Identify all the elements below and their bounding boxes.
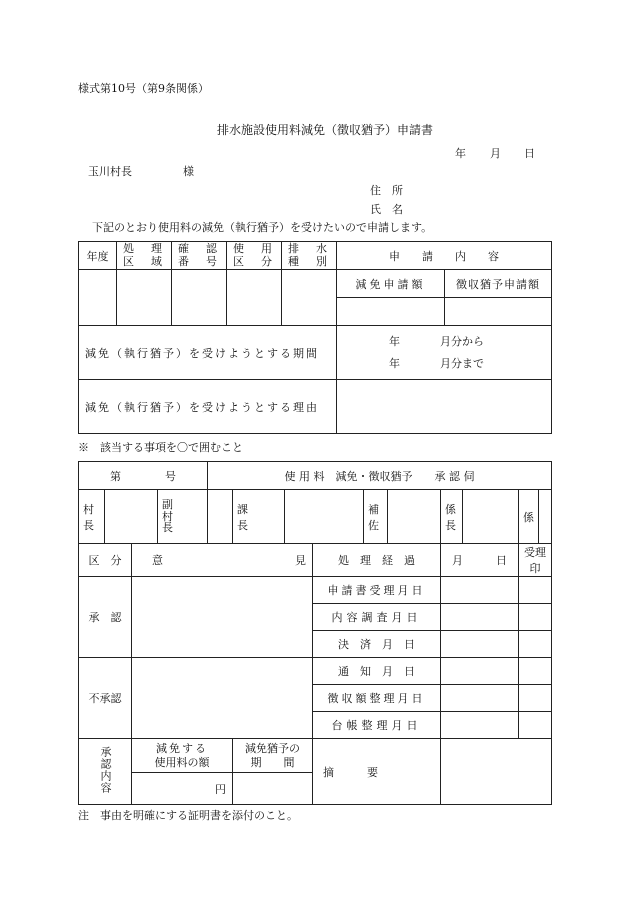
cell-drain[interactable]: [282, 270, 337, 326]
header-reduction-amount: 減免する 使用料の額: [132, 739, 233, 773]
opinion-rejected[interactable]: [132, 658, 313, 739]
step-collection: 徴収額整理月日: [313, 685, 441, 712]
step-receipt: 申請書受理月日: [313, 577, 441, 604]
applicant-name-label: 氏 名: [370, 203, 403, 216]
step-settlement: 決 済 月 日: [313, 631, 441, 658]
date-review[interactable]: [441, 604, 519, 631]
cell-use[interactable]: [227, 270, 282, 326]
header-category: 区 分: [79, 544, 132, 577]
header-confirm: 確 認 番 号: [172, 242, 227, 270]
stamp-box-clerk[interactable]: [539, 490, 552, 544]
date-receipt[interactable]: [441, 577, 519, 604]
form-title: 排水施設使用料減免（徴収猶予）申請書: [217, 123, 434, 137]
cell-reduction-amount[interactable]: [337, 298, 445, 326]
period-cell[interactable]: [337, 326, 552, 380]
stamp-box-deputy[interactable]: [208, 490, 233, 544]
header-process: 処 理 経 過: [313, 544, 441, 577]
category-approved: 承 認: [79, 577, 132, 658]
stamp-ledger[interactable]: [519, 712, 552, 739]
stamp-label-clerk: 係: [519, 490, 539, 544]
stamp-label-chief-clerk: 係 長: [441, 490, 463, 544]
addressee-name: 玉川村長: [88, 165, 132, 178]
period-label: 減免（執行猶予）を受けようとする期間: [79, 326, 337, 380]
cell-year[interactable]: [79, 270, 117, 326]
period-to-suffix: 月分まで: [440, 356, 484, 370]
applicant-address-label: 住 所: [370, 184, 403, 197]
date-notify[interactable]: [441, 658, 519, 685]
date-year: 年: [455, 147, 466, 160]
header-use: 使 用 区 分: [227, 242, 282, 270]
summary-cell[interactable]: [441, 739, 552, 805]
summary-label: 摘 要: [313, 739, 441, 805]
stamp-label-assistant: 補 佐: [364, 490, 388, 544]
opinion-approved[interactable]: [132, 577, 313, 658]
stamp-label-section-chief: 課 長: [233, 490, 285, 544]
date-settlement[interactable]: [441, 631, 519, 658]
note-attachment: 注 事由を明確にする証明書を添付のこと。: [78, 809, 298, 822]
intro-text: 下記のとおり使用料の減免（執行猶予）を受けたいので申請します。: [92, 221, 433, 234]
header-area: 処 理 区 域: [117, 242, 172, 270]
application-table: [78, 241, 552, 434]
addressee-honorific: 様: [183, 165, 194, 178]
date-collection[interactable]: [441, 685, 519, 712]
step-review: 内容調査月日: [313, 604, 441, 631]
category-approval-content: 承認内容: [79, 739, 132, 805]
stamp-label-village-head: 村 長: [79, 490, 105, 544]
stamp-review[interactable]: [519, 604, 552, 631]
subheader-reduction: 減免申請額: [337, 270, 445, 298]
header-content: 申 請 内 容: [337, 242, 552, 270]
stamp-collection[interactable]: [519, 685, 552, 712]
stamp-box-assistant[interactable]: [388, 490, 441, 544]
step-ledger: 台帳整理月日: [313, 712, 441, 739]
reason-cell[interactable]: [337, 380, 552, 434]
period-from-suffix: 月分から: [440, 334, 484, 348]
cell-confirm[interactable]: [172, 270, 227, 326]
number-label: 第 号: [79, 462, 208, 490]
stamp-label-deputy: 副 村 長: [158, 490, 208, 544]
period-to-year: 年: [389, 356, 400, 370]
period-value-cell[interactable]: [233, 773, 313, 805]
stamp-notify[interactable]: [519, 658, 552, 685]
stamp-settlement[interactable]: [519, 631, 552, 658]
form-number: 様式第10号（第9条関係）: [78, 82, 209, 95]
stamp-receipt[interactable]: [519, 577, 552, 604]
stamp-box-village-head[interactable]: [105, 490, 158, 544]
cell-area[interactable]: [117, 270, 172, 326]
date-month: 月: [490, 147, 501, 160]
date-day: 日: [524, 147, 535, 160]
approval-table: [78, 461, 552, 805]
subheader-deferral: 徴収猶予申請額: [445, 270, 552, 298]
header-opinion: 意 見: [132, 544, 313, 577]
amount-cell[interactable]: [132, 773, 233, 805]
header-drain: 排 水 種 別: [282, 242, 337, 270]
step-notify: 通 知 月 日: [313, 658, 441, 685]
date-ledger[interactable]: [441, 712, 519, 739]
reason-label: 減免（執行猶予）を受けようとする理由: [79, 380, 337, 434]
stamp-box-chief-clerk[interactable]: [463, 490, 519, 544]
header-reduction-period: 減免猶予の 期 間: [233, 739, 313, 773]
amount-unit: 円: [215, 782, 226, 796]
header-date: 月 日: [441, 544, 519, 577]
header-year: 年度: [79, 242, 117, 270]
note-circle: ※ 該当する事項を〇で囲むこと: [78, 441, 243, 454]
period-from-year: 年: [389, 334, 400, 348]
header-stamp: 受理印: [519, 544, 552, 577]
approval-title: 使 用 料 減免・徴収猶予 承 認 伺: [208, 462, 552, 490]
stamp-box-section-chief[interactable]: [285, 490, 364, 544]
category-rejected: 不承認: [79, 658, 132, 739]
cell-deferral-amount[interactable]: [445, 298, 552, 326]
